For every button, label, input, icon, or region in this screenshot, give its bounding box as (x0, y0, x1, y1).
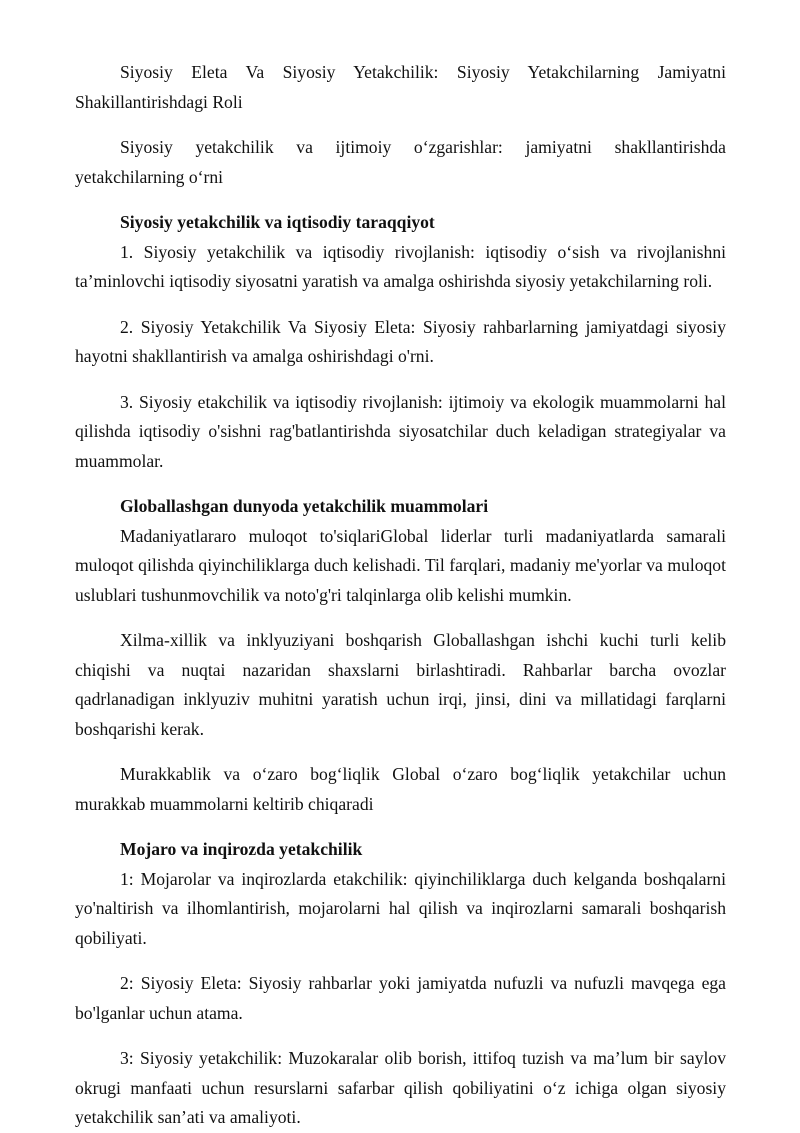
section-heading-global: Globallashgan dunyoda yetakchilik muammolari (120, 496, 489, 516)
paragraph: 1. Siyosiy yetakchilik va iqtisodiy rivojlanish: iqtisodiy o‘sish va rivojlanishni ta’minlovchi iqtisodiy siyosatni yaratish va amalga oshirishda siyosiy yetakchilarning roli. (75, 241, 726, 291)
intro-paragraph-title: Siyosiy Eleta Va Siyosiy Yetakchilik: Siyosiy Yetakchilarning Jamiyatni Shakillantirishdagi Roli (75, 62, 726, 112)
paragraph: 3: Siyosiy yetakchilik: Muzokaralar olib borish, ittifoq tuzish va ma’lum bir saylov okrugi manfaati uchun resurslarni safarbar qilish qobiliyatini o‘z ichiga olgan siyosiy yetakchilik san’ati va amaliyoti. (75, 1048, 726, 1127)
intro-paragraph-subtitle: Siyosiy yetakchilik va ijtimoiy o‘zgarishlar: jamiyatni shakllantirishda yetakchilarning o‘rni (75, 137, 726, 187)
paragraph: 2: Siyosiy Eleta: Siyosiy rahbarlar yoki jamiyatda nufuzli va nufuzli mavqega ega bo'lganlar uchun atama. (75, 973, 726, 1023)
paragraph: 1: Mojarolar va inqirozlarda etakchilik: qiyinchiliklarga duch kelganda boshqalarni yo'naltirish va ilhomlantirish, mojarolarni hal qilish va inqirozlarni samarali boshqarish qobiliyati. (75, 868, 726, 948)
paragraph: Madaniyatlararo muloqot to'siqlariGlobal liderlar turli madaniyatlarda samarali muloqot qilishda qiyinchiliklarga duch kelishadi. Til farqlari, madaniy me'yorlar va muloqot uslublari tushunmovchilik va noto'g'ri talqinlarga olib kelishi mumkin. (75, 525, 726, 605)
paragraph: Xilma-xillik va inklyuziyani boshqarish Globallashgan ishchi kuchi turli kelib chiqishi va nuqtai nazaridan shaxslarni birlashtiradi. Rahbarlar barcha ovozlar qadrlanadigan inklyuziv muhitni yaratish uchun irqi, jinsi, dini va millatidagi farqlarni boshqarishi kerak. (75, 630, 726, 739)
paragraph: 3. Siyosiy etakchilik va iqtisodiy rivojlanish: ijtimoiy va ekologik muammolarni hal qilishda iqtisodiy o'sishni rag'batlantirishda siyosatchilar duch keladigan strategiyalar va muammolar. (75, 391, 726, 471)
document-page (75, 58, 726, 1133)
paragraph: Murakkablik va o‘zaro bog‘liqlik Global o‘zaro bog‘liqlik yetakchilar uchun murakkab muammolarni keltirib chiqaradi (75, 764, 726, 814)
section-heading-economic: Siyosiy yetakchilik va iqtisodiy taraqqiyot (120, 212, 435, 232)
paragraph: 2. Siyosiy Yetakchilik Va Siyosiy Eleta: Siyosiy rahbarlarning jamiyatdagi siyosiy hayotni shakllantirish va amalga oshirishdagi o'rni. (75, 316, 726, 366)
section-heading-crisis: Mojaro va inqirozda yetakchilik (120, 839, 363, 859)
